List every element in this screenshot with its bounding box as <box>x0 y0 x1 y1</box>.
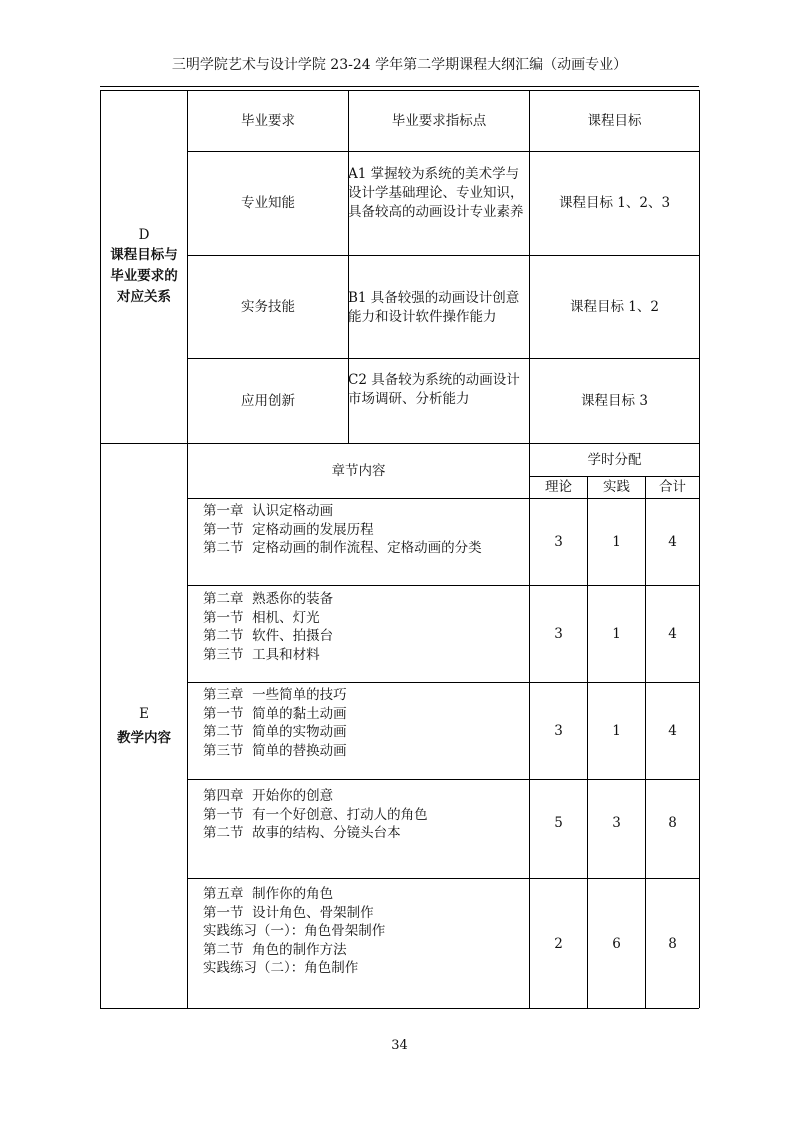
sub-header-total: 合计 <box>659 479 686 495</box>
goal-cell: 课程目标 1、2 <box>570 298 659 315</box>
header-rule <box>100 86 699 87</box>
goal-cell: 课程目标 1、2、3 <box>558 195 671 211</box>
col-header-requirement: 毕业要求 <box>241 112 295 129</box>
content-header: 章节内容 <box>331 462 386 479</box>
requirement-cell: 专业知能 <box>241 195 295 211</box>
sub-header-practice: 实践 <box>603 479 630 495</box>
theory-hours: 2 <box>554 935 563 952</box>
indicator-cell: C2 具备较为系统的动画设计市场调研、分析能力 <box>348 372 520 407</box>
col-header-indicator: 毕业要求指标点 <box>391 112 487 129</box>
section-d-title-line: 毕业要求的 <box>110 268 178 284</box>
theory-hours: 3 <box>554 533 563 550</box>
section-d-title-line: 课程目标与 <box>110 247 178 263</box>
theory-hours: 5 <box>554 814 563 831</box>
section-d-label <box>101 91 187 443</box>
hours-header: 学时分配 <box>587 451 642 468</box>
practice-hours: 3 <box>612 814 621 831</box>
chapter-content: 第三章 一些简单的技巧 第一节 简单的黏土动画 第二节 简单的实物动画 第三节 简单的替换动画 <box>203 687 347 759</box>
sub-header-theory: 理论 <box>545 479 572 495</box>
chapter-content: 第一章 认识定格动画 第一节 定格动画的发展历程 第二节 定格动画的制作流程、定格动画的分类 <box>203 503 482 556</box>
col-header-goal: 课程目标 <box>587 112 642 129</box>
theory-hours: 3 <box>554 722 563 739</box>
practice-hours: 1 <box>612 625 621 642</box>
practice-hours: 1 <box>612 722 621 739</box>
goal-cell: 课程目标 3 <box>581 392 648 409</box>
indicator-cell: A1 掌握较为系统的美术学与设计学基础理论、专业知识，具备较高的动画设计专业素养 <box>348 166 524 220</box>
indicator-cell: B1 具备较强的动画设计创意能力和设计软件操作能力 <box>348 290 520 325</box>
chapter-content: 第二章 熟悉你的装备 第一节 相机、灯光 第二节 软件、拍摄台 第三节 工具和材料 <box>203 591 334 663</box>
practice-hours: 6 <box>612 935 621 952</box>
page-header: 三明学院艺术与设计学院 23-24 学年第二学期课程大纲汇编（动画专业） <box>171 57 628 73</box>
chapter-content: 第五章 制作你的角色 第一节 设计角色、骨架制作 实践练习（一）：角色骨架制作 第二节 角色的制作方法 实践练习（二）：角色制作 <box>203 886 386 976</box>
requirement-cell: 实务技能 <box>241 298 295 315</box>
total-hours: 4 <box>668 625 677 642</box>
theory-hours: 3 <box>554 625 563 642</box>
requirement-cell: 应用创新 <box>241 392 295 409</box>
total-hours: 4 <box>668 533 677 550</box>
practice-hours: 1 <box>612 533 621 550</box>
section-e-label <box>101 444 187 1008</box>
total-hours: 8 <box>668 814 677 831</box>
section-d-code: D <box>138 227 150 243</box>
total-hours: 4 <box>668 722 677 739</box>
chapter-content: 第四章 开始你的创意 第一节 有一个好创意、打动人的角色 第二节 故事的结构、分镜头台本 <box>203 788 428 841</box>
section-e-code: E <box>139 706 149 722</box>
section-e-title: 教学内容 <box>117 730 171 746</box>
total-hours: 8 <box>668 935 677 952</box>
page-number: 34 <box>391 1038 408 1053</box>
section-d-title-line: 对应关系 <box>117 289 171 305</box>
